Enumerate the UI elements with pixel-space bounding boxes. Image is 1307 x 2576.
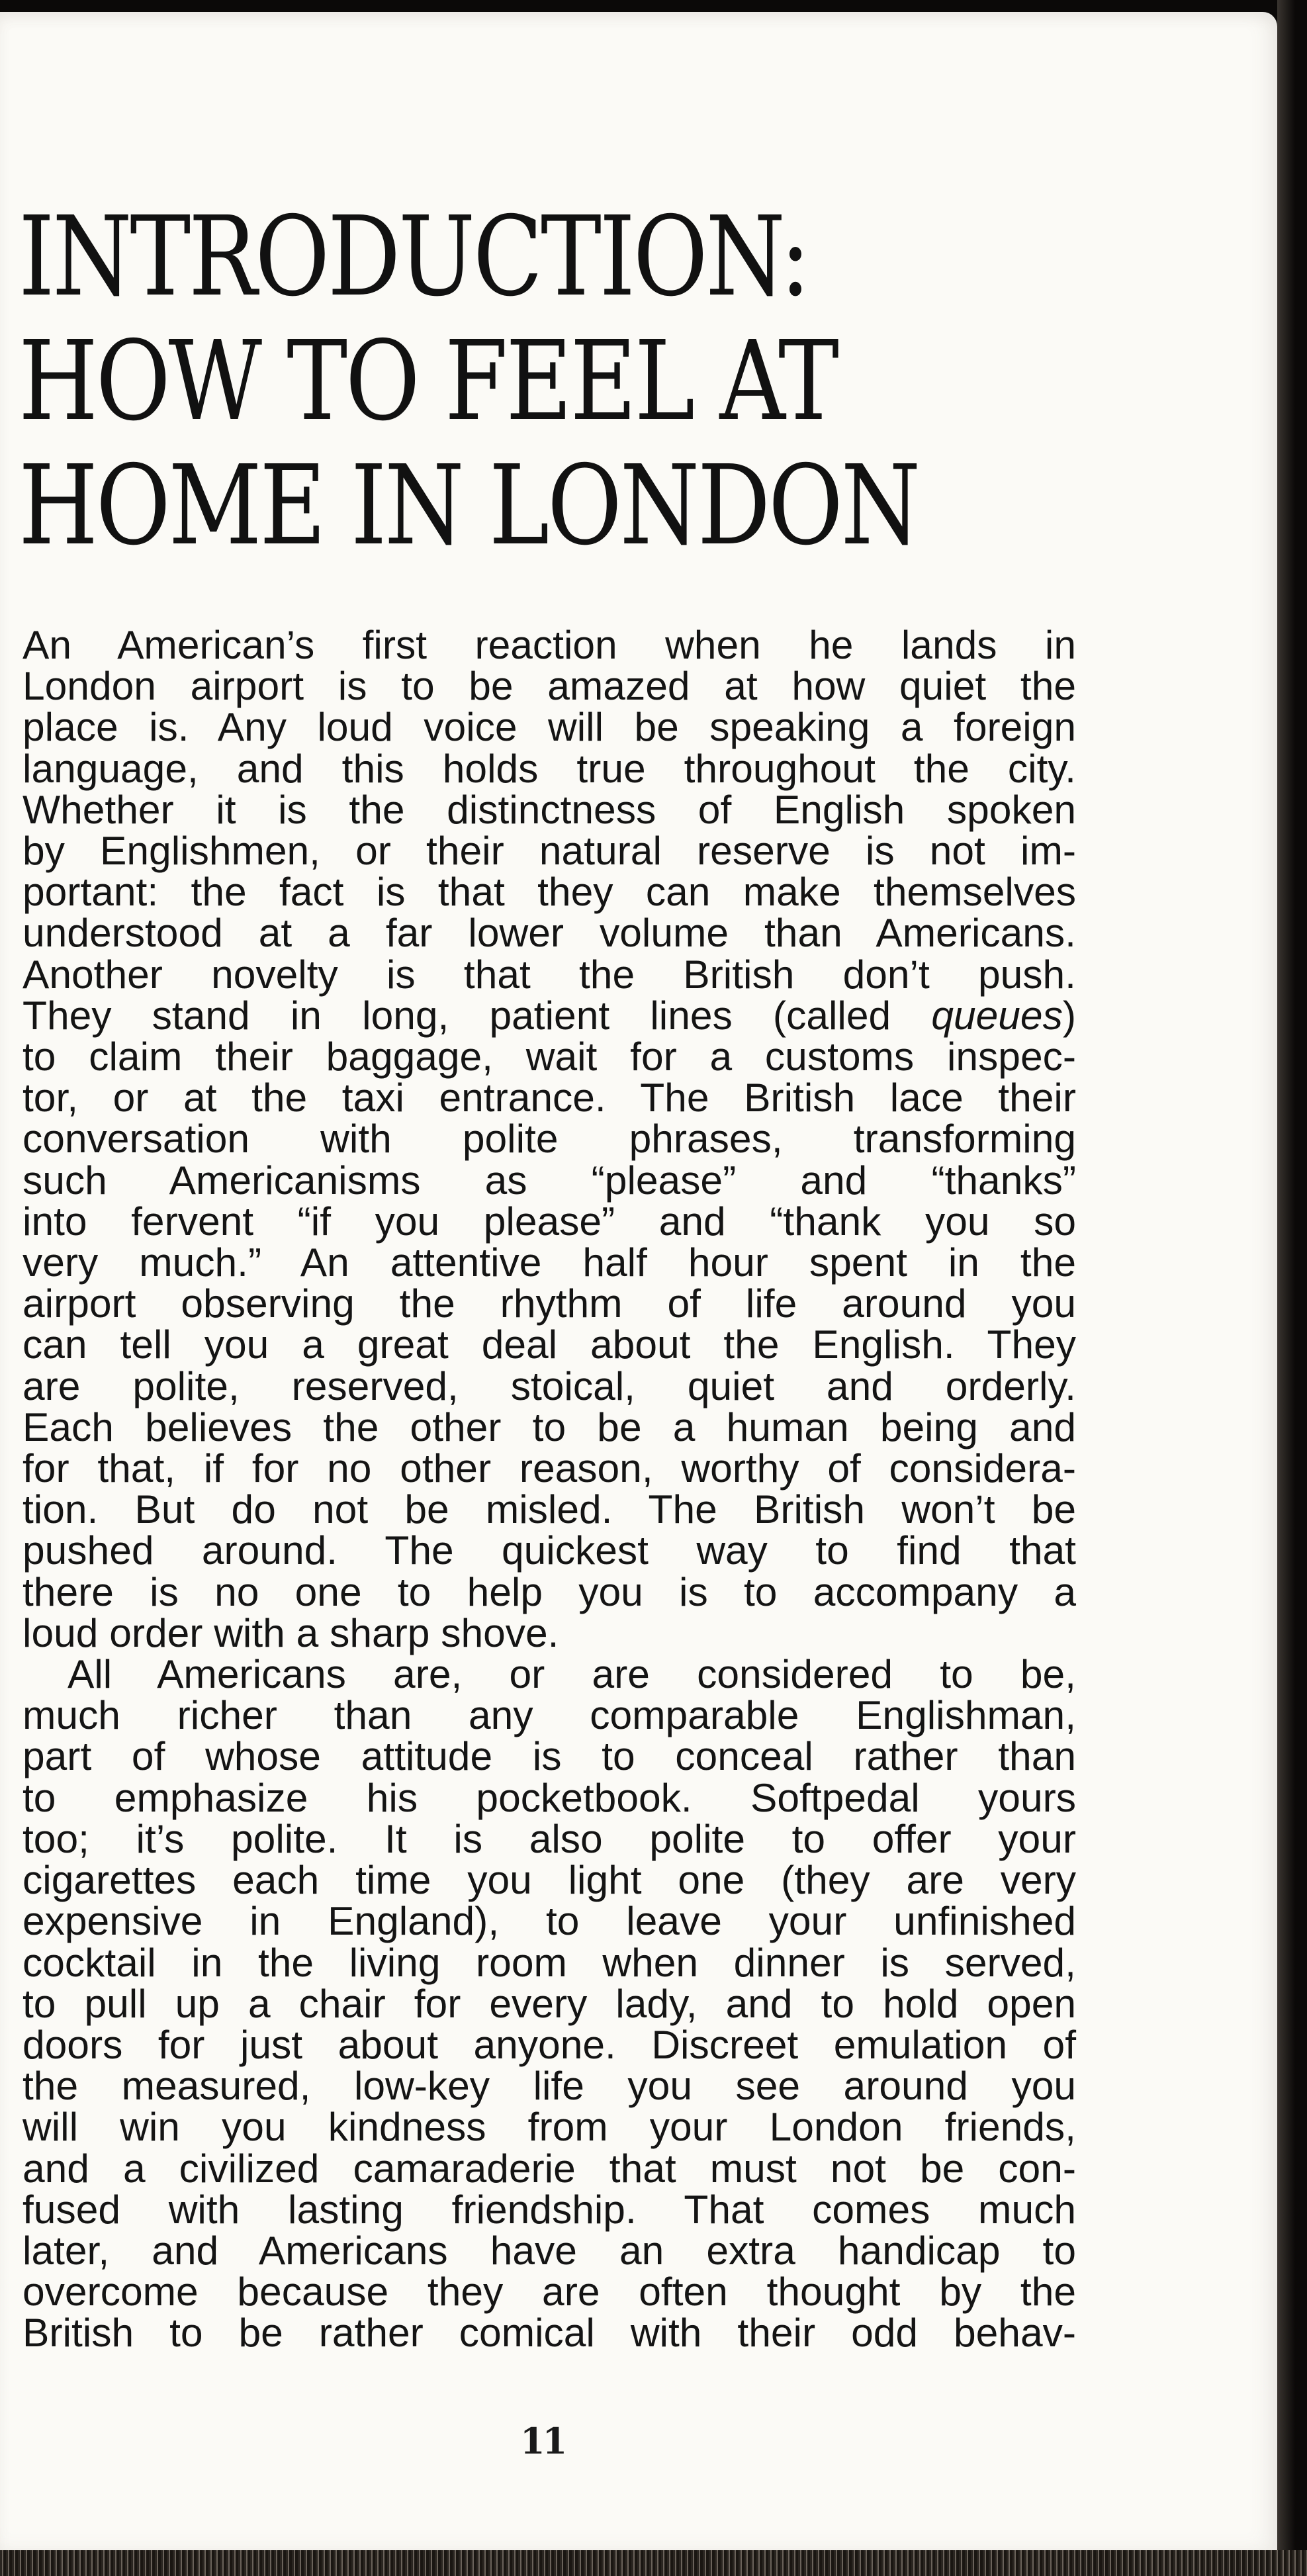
text-line: doors for just about anyone. Discreet emulation of bbox=[23, 2021, 1076, 2067]
chapter-title-line-3: HOME IN LONDON bbox=[19, 442, 919, 570]
text-line: are polite, reserved, stoical, quiet and orderly. bbox=[23, 1363, 1076, 1408]
text-line: very much.” An attentive half hour spent in the bbox=[23, 1240, 1076, 1285]
body-text bbox=[23, 624, 1076, 2354]
text-line: into fervent “if you please” and “thank you so bbox=[23, 1198, 1076, 1244]
text-line: cigarettes each time you light one (they are very bbox=[23, 1857, 1076, 1903]
text-line: An American’s first reaction when he lands in bbox=[23, 622, 1076, 667]
text-line: fused with lasting friendship. That comes much bbox=[23, 2186, 1076, 2232]
text-line: to pull up a chair for every lady, and to hold open bbox=[23, 1980, 1076, 2026]
text-line: Another novelty is that the British don’t push. bbox=[23, 951, 1076, 997]
text-line: there is no one to help you is to accompany a bbox=[23, 1569, 1076, 1614]
text-line: to claim their baggage, wait for a customs inspec- bbox=[23, 1034, 1076, 1080]
text-line: loud order with a sharp shove. bbox=[23, 1610, 559, 1655]
text-line: understood at a far lower volume than Americans. bbox=[23, 910, 1076, 956]
chapter-title bbox=[19, 195, 919, 569]
book-edge-bottom bbox=[0, 2550, 1307, 2576]
italic-word: queues bbox=[931, 992, 1063, 1038]
text-line: language, and this holds true throughout the city. bbox=[23, 745, 1076, 791]
text-line: expensive in England), to leave your unfinished bbox=[23, 1898, 1076, 1944]
chapter-title-line-2: HOW TO FEEL AT bbox=[19, 318, 837, 445]
text-line: place is. Any loud voice will be speaking a foreign bbox=[23, 704, 1076, 750]
text-line: conversation with polite phrases, transforming bbox=[23, 1116, 1076, 1162]
book-page bbox=[0, 12, 1277, 2550]
text-line: much richer than any comparable Englishman, bbox=[23, 1692, 1076, 1738]
text-line: They stand in long, patient lines (called queues) bbox=[23, 992, 1076, 1038]
text-line: for that, if for no other reason, worthy of considera- bbox=[23, 1446, 1076, 1491]
text-line: too; it’s polite. It is also polite to offer your bbox=[23, 1816, 1076, 1861]
text-line: pushed around. The quickest way to find that bbox=[23, 1528, 1076, 1573]
text-line: London airport is to be amazed at how quiet the bbox=[23, 663, 1076, 709]
text-line: portant: the fact is that they can make themselves bbox=[23, 869, 1076, 915]
text-line: later, and Americans have an extra handicap to bbox=[23, 2227, 1076, 2273]
text-line: All Americans are, or are considered to be, bbox=[68, 1651, 1076, 1697]
book-edge-right bbox=[1277, 0, 1307, 2576]
text-line: British to be rather comical with their odd behav- bbox=[23, 2310, 1076, 2356]
text-line: part of whose attitude is to conceal rather than bbox=[23, 1733, 1076, 1779]
text-line: airport observing the rhythm of life around you bbox=[23, 1281, 1076, 1326]
text-line: Each believes the other to be a human being and bbox=[23, 1404, 1076, 1449]
text-line: the measured, low-key life you see around you bbox=[23, 2063, 1076, 2109]
text-line: and a civilized camaraderie that must not be con- bbox=[23, 2145, 1076, 2191]
text-line: Whether it is the distinctness of English spoken bbox=[23, 786, 1076, 832]
chapter-title-line-1: INTRODUCTION: bbox=[19, 193, 809, 321]
text-line: by Englishmen, or their natural reserve is not im- bbox=[23, 828, 1076, 874]
text-line: tion. But do not be misled. The British won’t be bbox=[23, 1487, 1076, 1532]
text-line: tor, or at the taxi entrance. The British lace their bbox=[23, 1075, 1076, 1121]
text-line: such Americanisms as “please” and “thanks” bbox=[23, 1157, 1076, 1203]
text-line: to emphasize his pocketbook. Softpedal yours bbox=[23, 1774, 1076, 1820]
text-line: overcome because they are often thought by the bbox=[23, 2269, 1076, 2315]
text-line: will win you kindness from your London friends, bbox=[23, 2104, 1076, 2150]
page-number: 11 bbox=[520, 2420, 565, 2462]
text-line: cocktail in the living room when dinner is served, bbox=[23, 1939, 1076, 1985]
text-line: can tell you a great deal about the English. They bbox=[23, 1322, 1076, 1367]
